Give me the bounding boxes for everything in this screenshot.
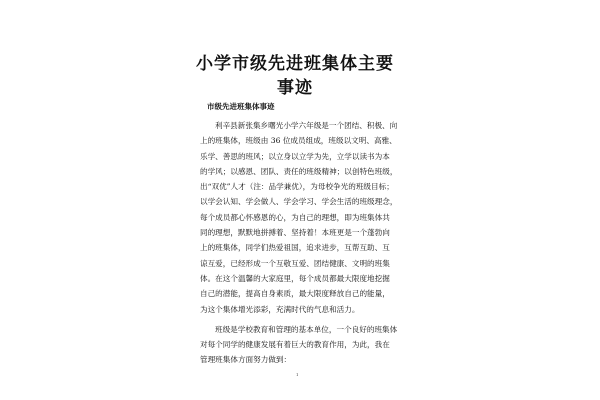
body-line: 同的理想，默默地拼搏着、坚持着！本班更是一个蓬勃向 — [200, 228, 390, 238]
body-line: 出“双优”人才（注：品学兼优），为母校争光的班级目标； — [200, 182, 394, 192]
body-line: 体。在这个温馨的大家庭里，每个成员都最大限度地挖掘 — [200, 273, 390, 283]
body-line: 的学风；以感恩、团队、责任的班级精神；以创特色班级， — [200, 166, 398, 176]
page-number: 1 — [296, 372, 299, 377]
body-line: 每个成员都心怀感恩的心，为自己的理想，即为班集体共 — [200, 212, 390, 222]
document-title-line-2: 事迹 — [277, 78, 313, 98]
body-line: 对每个同学的健康发展有着巨大的教育作用，为此，我在 — [200, 340, 390, 350]
body-line: 班级是学校教育和管理的基本单位，一个良好的班集体 — [215, 324, 398, 334]
body-line: 谅互爱，已经形成一个互敬互爱、团结健康、文明的班集 — [200, 258, 390, 268]
body-line: 上的班集体，班级由 36 位成员组成，班级以文明、高雅、 — [200, 136, 397, 146]
body-line: 以学会认知、学会做人、学会学习、学会生活的班级理念， — [200, 197, 398, 207]
document-title-line-1: 小学市级先进班集体主要 — [196, 54, 394, 74]
body-line: 为这个集体增光添彩，充满时代的气息和活力。 — [200, 304, 360, 314]
body-text — [200, 118, 400, 368]
body-line: 自己的潜能，提高自身素质，最大限度释放自己的能量， — [200, 289, 390, 299]
section-subheading: 市级先进班集体事迹 — [207, 102, 275, 111]
body-line: 管理班集体方面努力做到： — [200, 355, 292, 365]
body-line: 上的班集体，同学们热爱祖国，追求进步，互帮互助、互 — [200, 243, 390, 253]
body-line: 利辛县新张集乡曙光小学六年级是一个团结、积极、向 — [215, 121, 398, 130]
body-line: 乐学、善思的班风；以立身以立学为先，立学以读书为本 — [200, 151, 390, 161]
